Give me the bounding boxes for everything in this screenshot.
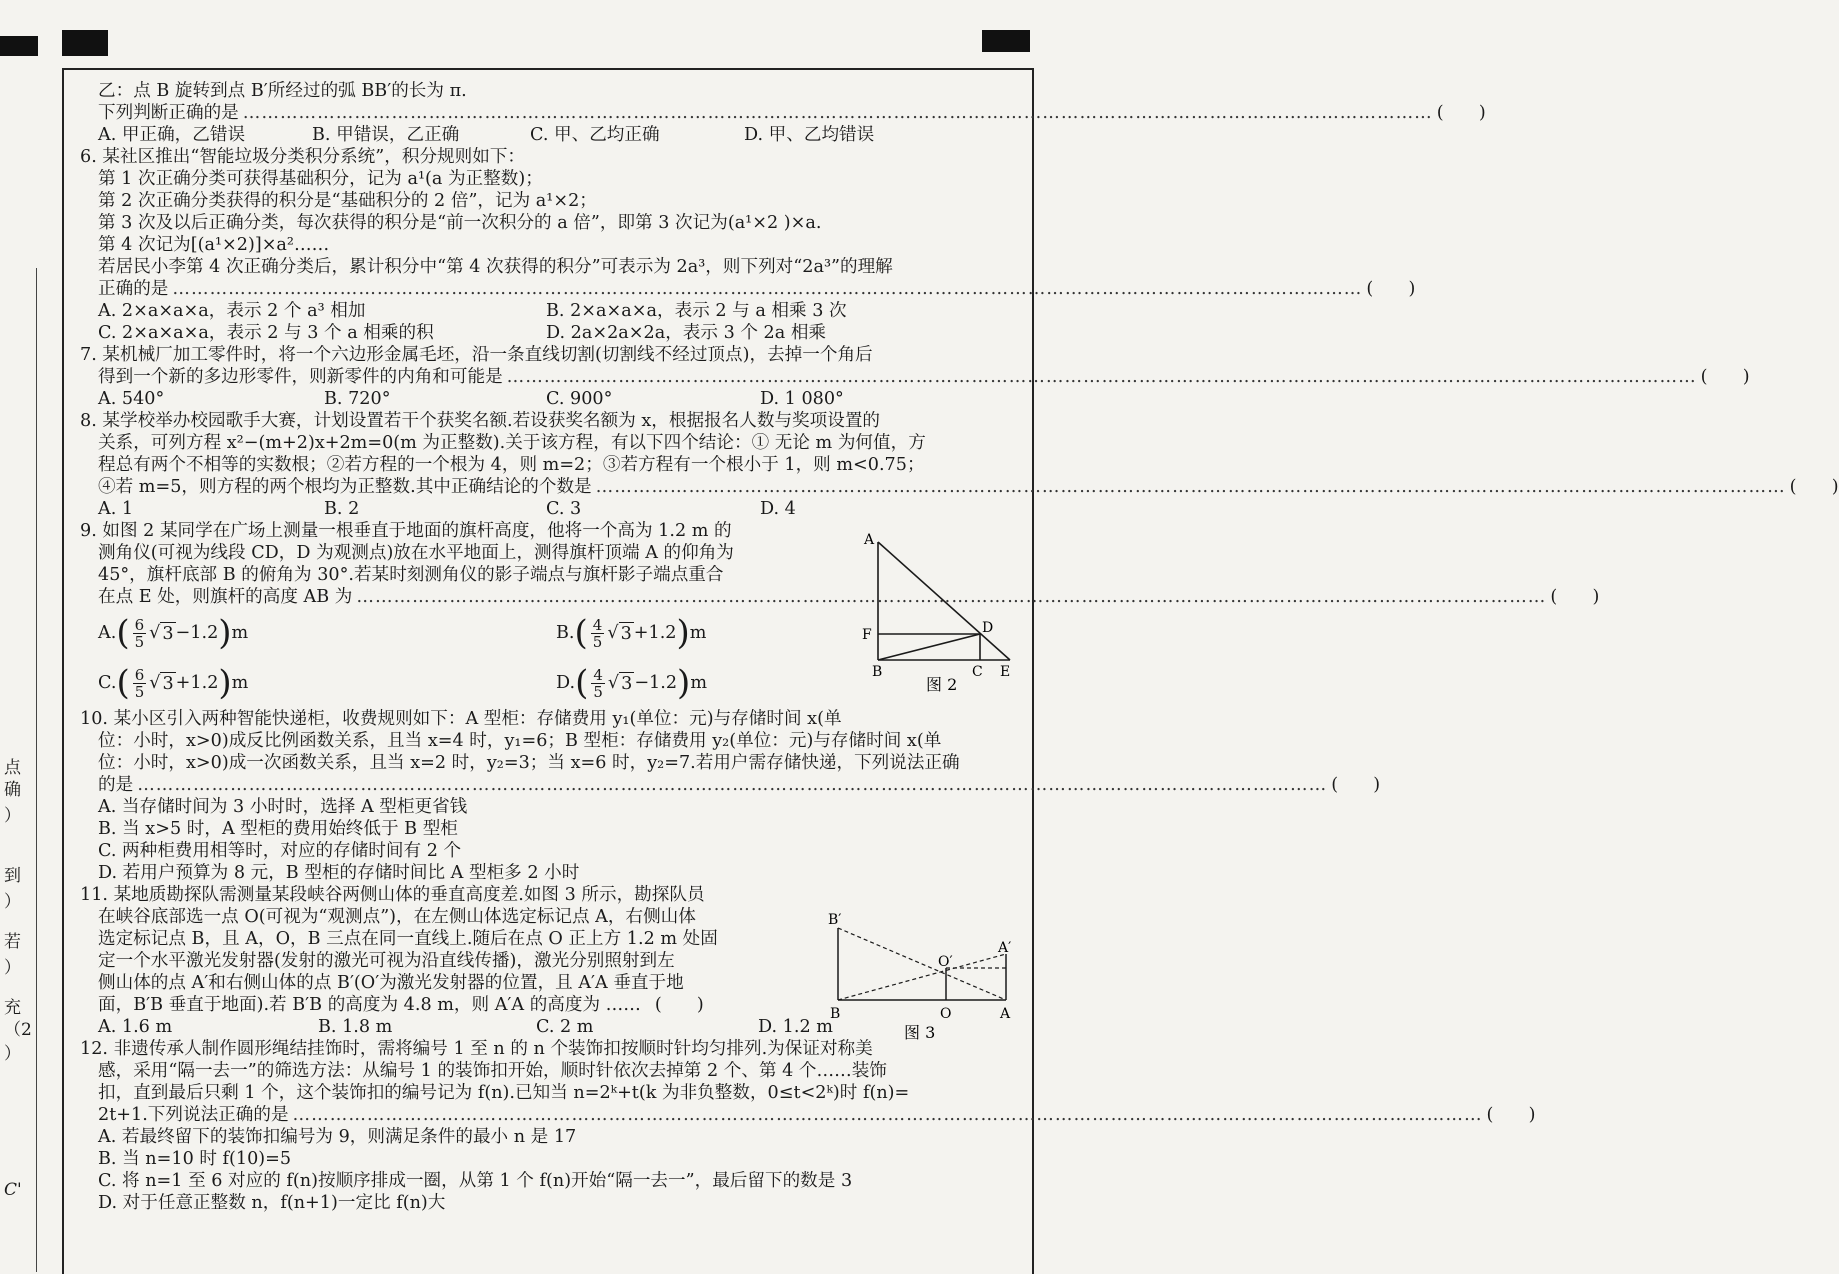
unit: m (690, 673, 707, 693)
paren-open: ( (116, 663, 130, 703)
q10-option-d: D. 若用户预算为 8 元，B 型柜的存储时间比 A 型柜多 2 小时 (98, 863, 580, 883)
q11-stem-3: 选定标记点 B，且 A，O，B 三点在同一直线上.随后在点 O 正上方 1.2 m 处固 (98, 929, 718, 949)
margin-char: 充 (4, 998, 21, 1018)
q12-stem-3: 扣，直到最后只剩 1 个，这个装饰扣的编号记为 f(n).已知当 n=2ᵏ+t(k 为非负整数，0≤t<2ᵏ)时 f(n)= (98, 1083, 910, 1103)
q12-option-d: D. 对于任意正整数 n，f(n+1)一定比 f(n)大 (98, 1193, 446, 1213)
q5-prompt (80, 102, 1486, 124)
laser-line-a-b (838, 954, 1006, 1000)
paren-close: ) (218, 663, 232, 703)
adjacent-page-margin (0, 268, 37, 1272)
term: −1.2 (175, 623, 219, 643)
numerator: 4 (592, 615, 603, 634)
fraction (133, 667, 147, 700)
margin-char: ） (4, 806, 21, 826)
option-c: C. 2×a×a×a，表示 2 与 3 个 a 相乘的积 (98, 323, 434, 343)
paren-close: ) (676, 613, 690, 653)
q12-stem-1: 12. 非遗传承人制作圆形绳结挂饰时，需将编号 1 至 n 的 n 个装饰扣按顺时针均匀排列.为保证对称美 (80, 1039, 873, 1059)
q9-prompt (80, 586, 1600, 608)
margin-char: ） (4, 958, 21, 978)
option-a: A. 1 (98, 499, 134, 519)
sqrt-sign: √ (149, 673, 161, 693)
sight-line-ae (878, 542, 1010, 660)
q8-stem-3: 程总有两个不相等的实数根；②若方程的一个根为 4，则 m=2；③若方程有一个根小于 1，则 m<0.75； (98, 455, 925, 475)
label-a: A (1000, 1006, 1011, 1022)
q6-rule-1: 第 1 次正确分类可获得基础积分，记为 a¹(a 为正整数)； (98, 169, 543, 189)
prompt-text: 正确的是 (98, 279, 169, 299)
q11-stem-2: 在峡谷底部选一点 O(可视为“观测点”)，在左侧山体选定标记点 A，右侧山体 (98, 907, 696, 927)
paren-close: ) (677, 663, 691, 703)
radicand: 3 (162, 623, 174, 644)
label-b: B (872, 664, 883, 680)
q6-options-cd (80, 322, 1028, 344)
option-b: B. 2 (324, 499, 360, 519)
q11-stem-5: 侧山体的点 A′和右侧山体的点 B′(O′为激光发射器的位置，且 A′A 垂直于地 (98, 973, 684, 993)
numerator: 6 (134, 615, 145, 634)
q8-prompt (80, 476, 1839, 498)
label-e: E (1000, 664, 1011, 680)
dot-leader: ………………………………………………………………………………………………………………………………………………………………………… (172, 279, 1363, 299)
label-a-prime: A′ (998, 940, 1012, 956)
radicand: 3 (620, 623, 632, 644)
prompt-text: 在点 E 处，则旗杆的高度 AB 为 (98, 587, 353, 607)
answer-paren: ( ) (1366, 279, 1416, 299)
q10-prompt (80, 774, 1381, 796)
q8-options (80, 498, 1028, 520)
q10-option-a: A. 当存储时间为 3 小时时，选择 A 型柜更省钱 (98, 797, 468, 817)
denominator: 5 (592, 632, 603, 651)
q10-option-c: C. 两种柜费用相等时，对应的存储时间有 2 个 (98, 841, 462, 861)
unit: m (231, 623, 249, 643)
q9-option-d (538, 658, 707, 708)
fraction (591, 667, 605, 700)
corner-mark-right (982, 30, 1030, 52)
margin-char: 到 (4, 866, 21, 886)
q11-stem-4: 定一个水平激光发射器(发射的激光可视为沿直线传播)，激光分别照射到左 (98, 951, 675, 971)
q8-stem-1: 8. 某学校举办校园歌手大赛，计划设置若干个获奖名额.若设获奖名额为 x，根据报名人数与奖项设置的 (80, 411, 881, 431)
margin-char: ） (4, 1044, 21, 1064)
numerator: 6 (134, 665, 145, 684)
figure-2 (860, 530, 1030, 700)
prompt-text: 得到一个新的多边形零件，则新零件的内角和可能是 (98, 367, 503, 387)
label-b: B (830, 1006, 841, 1022)
option-d: D. 1 080° (760, 389, 844, 409)
q5-statement: 乙：点 B 旋转到点 B′所经过的弧 BB′的长为 π. (98, 81, 467, 101)
prompt-text: 面，B′B 垂直于地面).若 B′B 的高度为 4.8 m，则 A′A 的高度为 …… (98, 995, 641, 1015)
q8-stem-2: 关系，可列方程 x²−(m+2)x+2m=0(m 为正整数).关于该方程，有以下四个结论：① 无论 m 为何值，方 (98, 433, 926, 453)
prompt-text: ④若 m=5，则方程的两个根均为正整数.其中正确结论的个数是 (98, 477, 592, 497)
option-a: A. 甲正确，乙错误 (98, 125, 246, 145)
dot-leader: ………………………………………………………………………………………………………………………………………………………………………… (356, 587, 1547, 607)
q9-option-a (80, 608, 538, 658)
q6-options-ab (80, 300, 1028, 322)
q5-options (80, 124, 1028, 146)
option-b: B. 720° (324, 389, 391, 409)
margin-char: （2 (4, 1020, 32, 1040)
label-d: D (982, 620, 994, 636)
radicand: 3 (162, 673, 174, 694)
fraction (133, 617, 147, 650)
paren-open: ( (575, 663, 589, 703)
figure-caption: 图 3 (904, 1023, 936, 1042)
depression-line-bd (878, 634, 980, 660)
option-d: D. 甲、乙均错误 (744, 125, 875, 145)
margin-char: 确 (4, 780, 21, 800)
q9-option-c (80, 658, 538, 708)
answer-paren: ( ) (1789, 477, 1839, 497)
q6-rule-3: 第 3 次及以后正确分类，每次获得的积分是“前一次积分的 a 倍”，即第 3 次记为(a¹×2 )×a. (98, 213, 822, 233)
denominator: 5 (134, 682, 145, 701)
dot-leader: ………………………………………………………………………………………………………………………………………………………………………… (506, 367, 1697, 387)
laser-line-b-a (838, 928, 1006, 1000)
term: +1.2 (175, 673, 219, 693)
option-b: B. 2×a×a×a，表示 2 与 a 相乘 3 次 (546, 301, 847, 321)
term: −1.2 (634, 673, 678, 693)
option-c: C. 甲、乙均正确 (530, 125, 660, 145)
answer-paren: ( ) (1700, 367, 1750, 387)
answer-paren: ( ) (1550, 587, 1600, 607)
option-a: A. 540° (98, 389, 165, 409)
q9-stem-2: 测角仪(可视为线段 CD，D 为观测点)放在水平地面上，测得旗杆顶端 A 的仰角为 (98, 543, 734, 563)
q7-options (80, 388, 1028, 410)
option-c: C. 2 m (536, 1017, 594, 1037)
q6-rule-4: 第 4 次记为[(a¹×2)]×a²…… (98, 235, 330, 255)
option-c: C. 900° (546, 389, 613, 409)
option-d: D. 4 (760, 499, 796, 519)
answer-paren: ( ) (1331, 775, 1381, 795)
margin-char: ） (4, 892, 21, 912)
q12-option-a: A. 若最终留下的装饰扣编号为 9，则满足条件的最小 n 是 17 (98, 1127, 577, 1147)
q6-prompt (80, 278, 1416, 300)
paren-open: ( (116, 613, 130, 653)
q10-stem-2: 位：小时，x>0)成反比例函数关系，且当 x=4 时，y₁=6；B 型柜：存储费用 y₂(单位：元)与存储时间 x(单 (98, 731, 942, 751)
margin-char: 点 (4, 758, 21, 778)
option-letter: C. (98, 673, 117, 693)
q11-prompt (80, 994, 820, 1016)
margin-char: 若 (4, 932, 21, 952)
denominator: 5 (134, 632, 145, 651)
q9-stem-1: 9. 如图 2 某同学在广场上测量一根垂直于地面的旗杆高度，他将一个高为 1.2 m 的 (80, 521, 732, 541)
option-b: B. 1.8 m (318, 1017, 393, 1037)
q6-question: 若居民小李第 4 次正确分类后，累计积分中“第 4 次获得的积分”可表示为 2a³，则下列对“2a³”的理解 (98, 257, 893, 277)
q10-stem-1: 10. 某小区引入两种智能快递柜，收费规则如下：A 型柜：存储费用 y₁(单位：元)与存储时间 x(单 (80, 709, 842, 729)
option-letter: B. (556, 623, 575, 643)
prompt-text: 下列判断正确的是 (98, 103, 239, 123)
q12-prompt (80, 1104, 1536, 1126)
label-a: A (864, 532, 875, 548)
corner-mark-center (62, 30, 108, 56)
dot-leader: ………………………………………………………………………………………………………………………………………………………………………… (292, 1105, 1483, 1125)
q10-stem-3: 位：小时，x>0)成一次函数关系，且当 x=2 时，y₂=3；当 x=6 时，y₂=7.若用户需存储快递，下列说法正确 (98, 753, 960, 773)
paren-close: ) (218, 613, 232, 653)
answer-paren: ( ) (1486, 1105, 1536, 1125)
option-b: B. 甲错误，乙正确 (312, 125, 460, 145)
corner-mark-left (0, 36, 38, 56)
answer-paren: ( ) (1436, 103, 1486, 123)
option-d: D. 2a×2a×2a，表示 3 个 2a 相乘 (546, 323, 827, 343)
paren-open: ( (574, 613, 588, 653)
unit: m (231, 673, 249, 693)
q10-option-b: B. 当 x>5 时，A 型柜的费用始终低于 B 型柜 (98, 819, 458, 839)
numerator: 4 (593, 665, 603, 684)
q12-stem-2: 感，采用“隔一去一”的筛选方法：从编号 1 的装饰扣开始，顺时针依次去掉第 2 个、第 4 个……装饰 (98, 1061, 887, 1081)
fraction (591, 617, 605, 650)
figure-3 (826, 908, 1026, 1048)
option-d: D. 1.2 m (758, 1017, 833, 1037)
prompt-text: 的是 (98, 775, 134, 795)
unit: m (689, 623, 707, 643)
q12-option-b: B. 当 n=10 时 f(10)=5 (98, 1149, 292, 1169)
dot-leader: ………………………………………………………………………………………………………………………………………………………………………… (137, 775, 1328, 795)
option-a: A. 2×a×a×a，表示 2 个 a³ 相加 (98, 301, 366, 321)
label-b-prime: B′ (828, 912, 842, 928)
q9-stem-3: 45°，旗杆底部 B 的俯角为 30°.若某时刻测角仪的影子端点与旗杆影子端点重合 (98, 565, 724, 585)
radicand: 3 (621, 673, 633, 694)
q7-prompt (80, 366, 1750, 388)
prompt-text: 2t+1.下列说法正确的是 (98, 1105, 289, 1125)
label-f: F (862, 627, 872, 643)
dot-leader: ………………………………………………………………………………………………………………………………………………………………………… (595, 477, 1786, 497)
q6-rule-2: 第 2 次正确分类获得的积分是“基础积分的 2 倍”，记为 a¹×2； (98, 191, 597, 211)
option-letter: A. (98, 623, 117, 643)
term: +1.2 (633, 623, 677, 643)
label-o: O (940, 1006, 952, 1022)
dot-leader: ………………………………………………………………………………………………………………………………………………………………………… (242, 103, 1433, 123)
q6-stem: 6. 某社区推出“智能垃圾分类积分系统”，积分规则如下： (80, 147, 526, 167)
option-a: A. 1.6 m (98, 1017, 173, 1037)
label-c: C (972, 664, 983, 680)
label-o-prime: O′ (938, 954, 953, 970)
answer-paren: ( ) (654, 995, 704, 1015)
sqrt-sign: √ (149, 623, 161, 643)
option-letter: D. (556, 673, 576, 693)
denominator: 5 (593, 682, 603, 701)
q9-option-b (538, 608, 706, 658)
margin-char: C' (4, 1180, 22, 1200)
option-c: C. 3 (546, 499, 582, 519)
q11-stem-1: 11. 某地质勘探队需测量某段峡谷两侧山体的垂直高度差.如图 3 所示，勘探队员 (80, 885, 705, 905)
sqrt-sign: √ (607, 673, 620, 693)
q7-stem: 7. 某机械厂加工零件时，将一个六边形金属毛坯，沿一条直线切割(切割线不经过顶点)，去掉一个角后 (80, 345, 873, 365)
q12-option-c: C. 将 n=1 至 6 对应的 f(n)按顺序排成一圈，从第 1 个 f(n)开始“隔一去一”，最后留下的数是 3 (98, 1171, 853, 1191)
figure-caption: 图 2 (926, 675, 958, 694)
sqrt-sign: √ (607, 623, 619, 643)
